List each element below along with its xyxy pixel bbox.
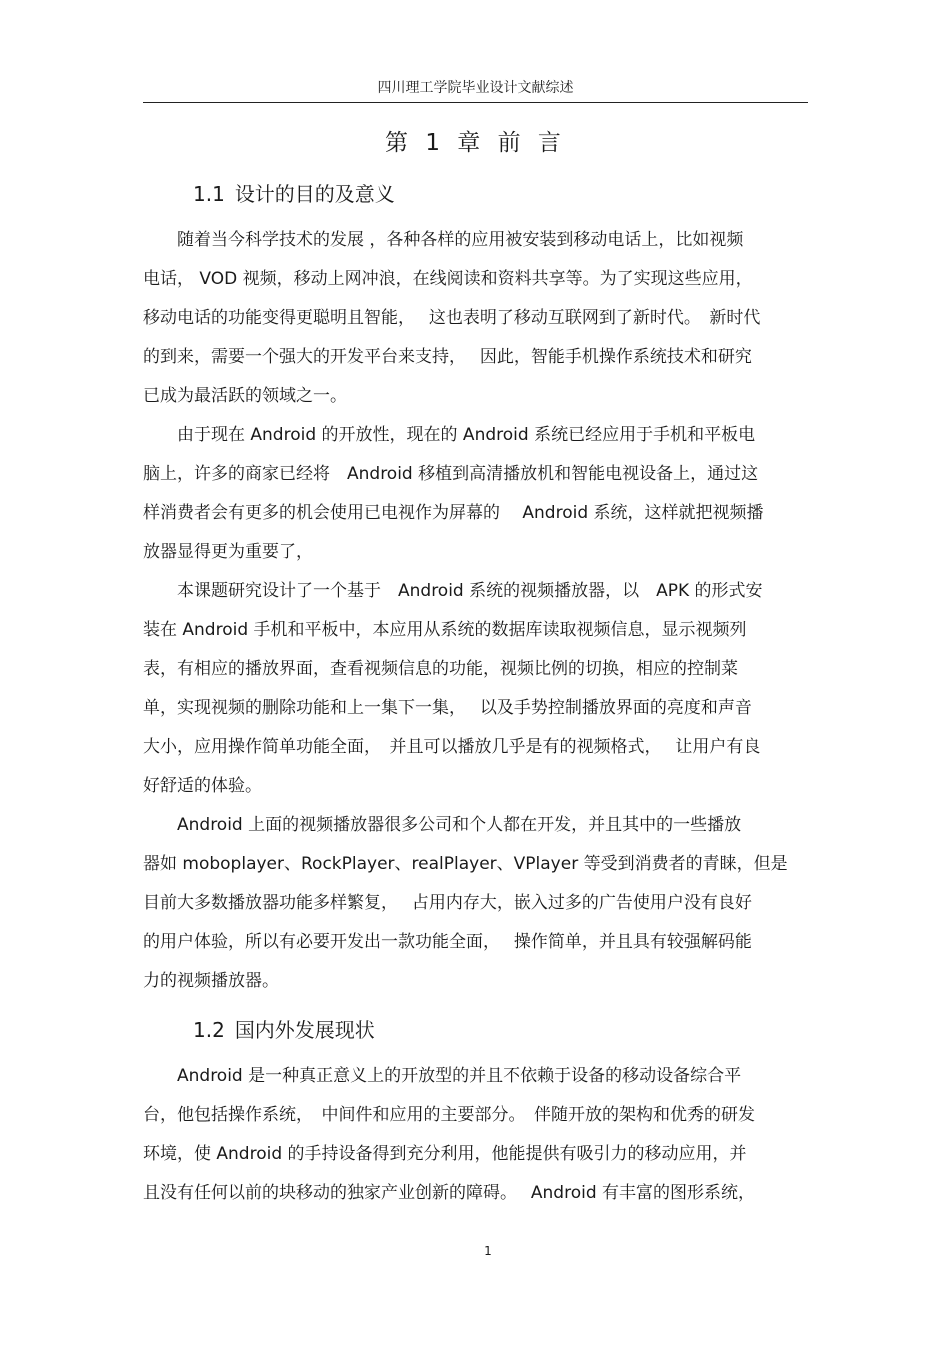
text-line: 装在 Android 手机和平板中，本应用从系统的数据库读取视频信息，显示视频列 bbox=[143, 620, 747, 640]
section-number: 1.1 bbox=[193, 182, 225, 206]
text-line: 且没有任何以前的块移动的独家产业创新的障碍。 Android 有丰富的图形系统， bbox=[143, 1183, 756, 1203]
section-1-1-body bbox=[143, 221, 815, 1001]
section-1-2-body bbox=[143, 1057, 815, 1213]
text-line: 的用户体验，所以有必要开发出一款功能全面， 操作简单，并且具有较强解码能 bbox=[143, 932, 752, 952]
text-line: 台，他包括操作系统， 中间件和应用的主要部分。 伴随开放的架构和优秀的研发 bbox=[143, 1105, 755, 1125]
text-line: 由于现在 Android 的开放性，现在的 Android 系统已经应用于手机和平板电 bbox=[143, 425, 756, 445]
text-line: 表，有相应的播放界面，查看视频信息的功能，视频比例的切换，相应的控制菜 bbox=[143, 659, 738, 679]
text-line: 单，实现视频的删除功能和上一集下一集， 以及手势控制播放界面的亮度和声音 bbox=[143, 698, 752, 718]
text-line: 随着当今科学技术的发展 ，各种各样的应用被安装到移动电话上，比如视频 bbox=[143, 230, 744, 250]
text-line: Android 是一种真正意义上的开放型的并且不依赖于设备的移动设备综合平 bbox=[143, 1066, 742, 1086]
page-number: 1 bbox=[484, 1244, 492, 1258]
text-line: 目前大多数播放器功能多样繁复， 占用内存大，嵌入过多的广告使用户没有良好 bbox=[143, 893, 752, 913]
section-number: 1.2 bbox=[193, 1018, 225, 1042]
text-line: 环境，使 Android 的手持设备得到充分利用，他能提供有吸引力的移动应用，并 bbox=[143, 1144, 747, 1164]
text-line: 的到来，需要一个强大的开发平台来支持， 因此，智能手机操作系统技术和研究 bbox=[143, 347, 752, 367]
text-line: 力的视频播放器。 bbox=[143, 971, 279, 991]
section-heading-1-1 bbox=[193, 180, 395, 208]
text-line: 好舒适的体验。 bbox=[143, 776, 262, 796]
text-line: 器如 moboplayer、RockPlayer、realPlayer、VPlayer 等受到消费者的青睐，但是 bbox=[143, 854, 788, 874]
section-heading-1-2 bbox=[193, 1016, 375, 1044]
text-line: 移动电话的功能变得更聪明且智能， 这也表明了移动互联网到了新时代。 新时代 bbox=[143, 308, 761, 328]
header-rule bbox=[143, 102, 808, 103]
text-line: 电话， VOD 视频，移动上网冲浪，在线阅读和资料共享等。为了实现这些应用， bbox=[143, 269, 753, 289]
text-line: 脑上，许多的商家已经将 Android 移植到高清播放机和智能电视设备上，通过这 bbox=[143, 464, 759, 484]
section-title-text: 设计的目的及意义 bbox=[234, 182, 395, 206]
text-line: 样消费者会有更多的机会使用已电视作为屏幕的 Android 系统，这样就把视频播 bbox=[143, 503, 764, 523]
text-line: 已成为最活跃的领域之一。 bbox=[143, 386, 347, 406]
text-line: 本课题研究设计了一个基于 Android 系统的视频播放器，以 APK 的形式安 bbox=[143, 581, 763, 601]
text-line: 大小，应用操作简单功能全面， 并且可以播放几乎是有的视频格式， 让用户有良 bbox=[143, 737, 761, 757]
section-title-text: 国内外发展现状 bbox=[234, 1018, 375, 1042]
text-line: Android 上面的视频播放器很多公司和个人都在开发，并且其中的一些播放 bbox=[143, 815, 742, 835]
text-line: 放器显得更为重要了， bbox=[143, 542, 313, 562]
running-header: 四川理工学院毕业设计文献综述 bbox=[377, 80, 574, 96]
chapter-title: 第 1 章 前 言 bbox=[385, 130, 566, 156]
